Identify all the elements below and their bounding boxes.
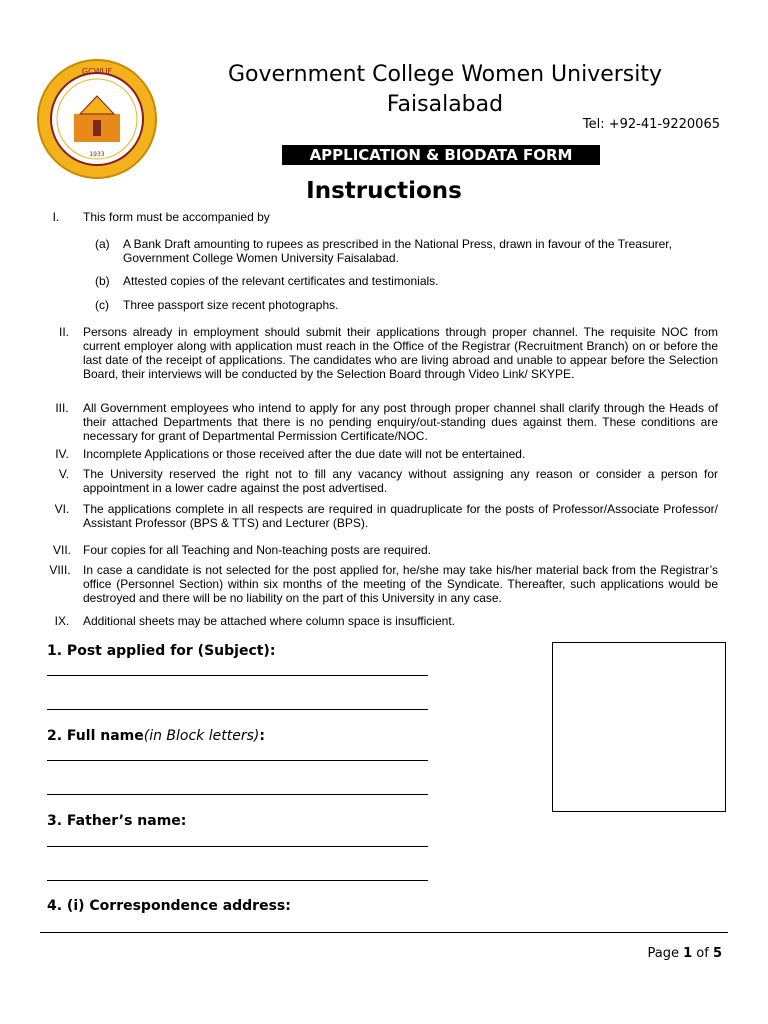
item-text-9: Additional sheets may be attached where column space is insufficient. (83, 614, 455, 628)
item-num-9: IX. (54, 614, 70, 628)
footer-divider (40, 932, 728, 933)
item-num-8: VIII. (49, 563, 71, 577)
page-current: 1 (683, 946, 693, 961)
item-num-3: III. (55, 401, 69, 415)
item-text-5: The University reserved the right not to fill any vacancy without assigning any reason or consider a person for appointment in a lower cadre against the post advertised. (83, 467, 718, 495)
full-name-line-1[interactable] (47, 760, 428, 761)
svg-text:GCWUF: GCWUF (81, 67, 113, 76)
form-title: APPLICATION & BIODATA FORM (282, 145, 600, 165)
full-name-hint: (in Block letters) (143, 728, 260, 744)
item-text-2: Persons already in employment should submit their applications through proper channel. The requisite NOC from current employer along with application must reach in the Office of the Registrar (Recruitment Branch) on or before the last date of the receipt of applications. The candidates who are living abroad and unable to appear before the Selection Board, their interviews will be conducted by the Selection Board through Video Link/ SKYPE. (83, 325, 718, 381)
item-num-4: IV. (55, 447, 69, 461)
full-name-line-2[interactable] (47, 794, 428, 795)
page-prefix: Page (647, 946, 684, 961)
item-num-6: VI. (54, 502, 70, 516)
subitem-label-c: (c) (95, 298, 109, 312)
item-text-4: Incomplete Applications or those received after the due date will not be entertained. (83, 447, 526, 461)
item-text-8: In case a candidate is not selected for the post applied for, he/she may take his/her material back from the Registrar’s office (Personnel Section) within six months of the meeting of the Syndicate. Thereafter, such applications would be destroyed and there will be no liability on the part of this University in any case. (83, 563, 718, 605)
post-applied-label: 1. Post applied for (Subject): (47, 643, 276, 659)
item-text-6: The applications complete in all respects are required in quadruplicate for the posts of Professor/Associate Professor/ Assistant Professor (BPS & TTS) and Lecturer (BPS). (83, 502, 718, 530)
item-num-7: VII. (52, 543, 71, 557)
item-num-2: II. (58, 325, 69, 339)
instructions-heading: Instructions (306, 178, 462, 204)
subitem-text-c: Three passport size recent photographs. (123, 298, 339, 312)
subitem-label-b: (b) (95, 274, 110, 288)
post-applied-line-2[interactable] (47, 709, 428, 710)
full-name-label (47, 728, 265, 744)
university-title (150, 60, 740, 120)
page-number (648, 946, 723, 961)
title-line2: Faisalabad (386, 92, 504, 117)
full-name-colon: : (259, 728, 265, 744)
title-line1: Government College Women University (227, 62, 663, 87)
page-total: 5 (712, 946, 722, 961)
item-text-1: This form must be accompanied by (83, 210, 270, 224)
father-name-label: 3. Father’s name: (47, 813, 187, 829)
university-logo (36, 58, 158, 180)
subitem-text-a: A Bank Draft amounting to rupees as prescribed in the National Press, drawn in favour of the Treasurer, Government College Women University Faisalabad. (123, 237, 672, 265)
father-name-line-1[interactable] (47, 846, 428, 847)
item-text-3: All Government employees who intend to apply for any post through proper channel shall clarify through the Heads of their attached Departments that there is no pending enquiry/out-standing dues against them. These conditions are necessary for grant of Departmental Permission Certificate/NOC. (83, 401, 718, 443)
telephone: Tel: +92-41-9220065 (582, 117, 720, 132)
subitem-label-a: (a) (95, 237, 110, 251)
item-num-5: V. (58, 467, 70, 481)
father-name-line-2[interactable] (47, 880, 428, 881)
correspondence-address-label: 4. (i) Correspondence address: (47, 898, 291, 914)
photo-box[interactable] (552, 642, 726, 812)
item-num-1: I. (52, 210, 60, 224)
page-of: of (692, 946, 713, 961)
post-applied-line-1[interactable] (47, 675, 428, 676)
svg-text:1933: 1933 (89, 151, 105, 158)
subitem-text-b: Attested copies of the relevant certificates and testimonials. (123, 274, 439, 288)
item-text-7: Four copies for all Teaching and Non-teaching posts are required. (83, 543, 431, 557)
full-name-text: 2. Full name (47, 728, 144, 744)
